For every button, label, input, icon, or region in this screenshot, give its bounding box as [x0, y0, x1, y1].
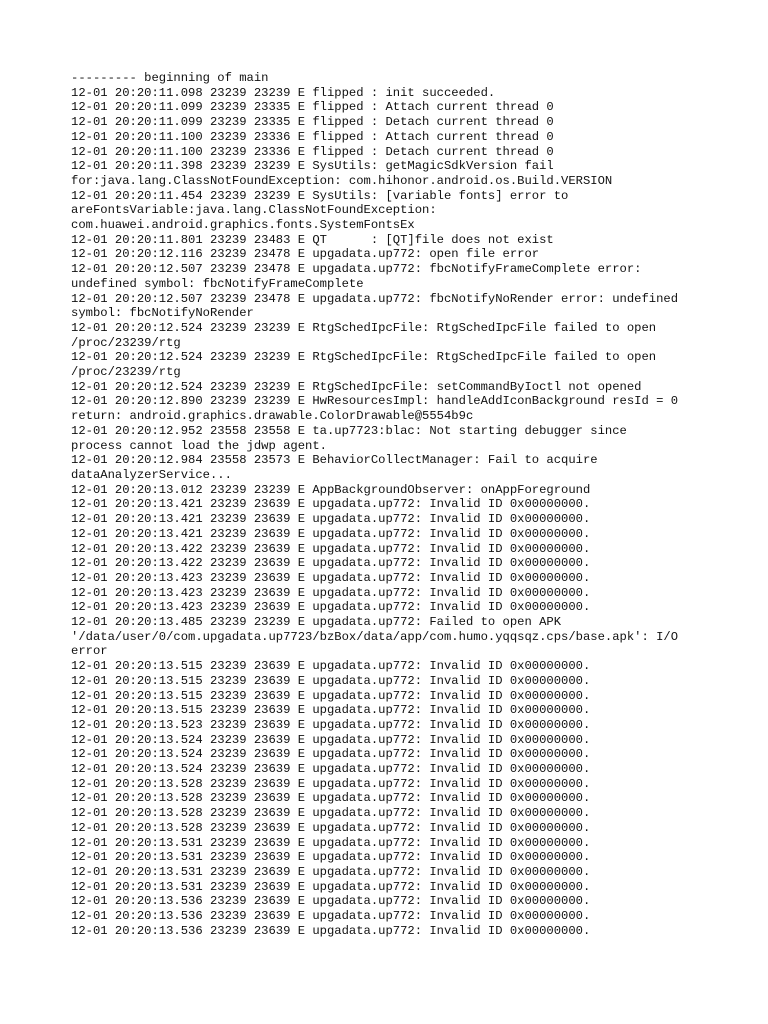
log-line: dataAnalyzerService... — [71, 467, 232, 482]
log-line: 12-01 20:20:12.524 23239 23239 E RtgSchedIpcFile: setCommandByIoctl not opened — [71, 379, 642, 394]
log-line: 12-01 20:20:13.422 23239 23639 E upgadata.up772: Invalid ID 0x00000000. — [71, 541, 591, 556]
log-line: 12-01 20:20:13.524 23239 23639 E upgadata.up772: Invalid ID 0x00000000. — [71, 747, 591, 762]
log-line: '/data/user/0/com.upgadata.up7723/bzBox/data/app/com.humo.yqqsqz.cps/base.apk': I/O — [71, 629, 679, 644]
log-line: 12-01 20:20:13.528 23239 23639 E upgadata.up772: Invalid ID 0x00000000. — [71, 791, 591, 806]
log-line: return: android.graphics.drawable.ColorDrawable@5554b9c — [71, 409, 474, 424]
log-line: 12-01 20:20:12.507 23239 23478 E upgadata.up772: fbcNotifyFrameComplete error: — [71, 262, 642, 277]
log-line: 12-01 20:20:13.528 23239 23639 E upgadata.up772: Invalid ID 0x00000000. — [71, 820, 591, 835]
log-line: 12-01 20:20:13.523 23239 23639 E upgadata.up772: Invalid ID 0x00000000. — [71, 717, 591, 732]
log-line: 12-01 20:20:11.099 23239 23335 E flipped : Detach current thread 0 — [71, 115, 554, 130]
log-line: 12-01 20:20:13.422 23239 23639 E upgadata.up772: Invalid ID 0x00000000. — [71, 556, 591, 571]
log-line: 12-01 20:20:13.531 23239 23639 E upgadata.up772: Invalid ID 0x00000000. — [71, 850, 591, 865]
log-line: 12-01 20:20:13.536 23239 23639 E upgadata.up772: Invalid ID 0x00000000. — [71, 923, 591, 938]
log-line: 12-01 20:20:13.423 23239 23639 E upgadata.up772: Invalid ID 0x00000000. — [71, 570, 591, 585]
log-line: 12-01 20:20:13.012 23239 23239 E AppBackgroundObserver: onAppForeground — [71, 482, 591, 497]
log-header-line: --------- beginning of main — [71, 71, 269, 85]
log-line: 12-01 20:20:13.531 23239 23639 E upgadata.up772: Invalid ID 0x00000000. — [71, 864, 591, 879]
log-line: 12-01 20:20:13.515 23239 23639 E upgadata.up772: Invalid ID 0x00000000. — [71, 659, 591, 674]
log-line: symbol: fbcNotifyNoRender — [71, 306, 254, 321]
log-line: com.huawei.android.graphics.fonts.SystemFontsEx — [71, 218, 415, 233]
log-line: 12-01 20:20:13.485 23239 23239 E upgadata.up772: Failed to open APK — [71, 615, 562, 630]
log-line: 12-01 20:20:12.984 23558 23573 E BehaviorCollectManager: Fail to acquire — [71, 453, 598, 468]
log-line: 12-01 20:20:13.515 23239 23639 E upgadata.up772: Invalid ID 0x00000000. — [71, 703, 591, 718]
log-line: for:java.lang.ClassNotFoundException: com.hihonor.android.os.Build.VERSION — [71, 173, 613, 188]
log-line: error — [71, 644, 108, 659]
log-line: 12-01 20:20:11.100 23239 23336 E flipped : Attach current thread 0 — [71, 129, 554, 144]
log-output — [71, 71, 761, 938]
log-line: 12-01 20:20:13.423 23239 23639 E upgadata.up772: Invalid ID 0x00000000. — [71, 585, 591, 600]
log-line: 12-01 20:20:13.536 23239 23639 E upgadata.up772: Invalid ID 0x00000000. — [71, 894, 591, 909]
log-line: 12-01 20:20:13.421 23239 23639 E upgadata.up772: Invalid ID 0x00000000. — [71, 497, 591, 512]
log-line: 12-01 20:20:11.099 23239 23335 E flipped : Attach current thread 0 — [71, 100, 554, 115]
log-line: 12-01 20:20:12.116 23239 23478 E upgadata.up772: open file error — [71, 247, 540, 262]
log-line: 12-01 20:20:13.515 23239 23639 E upgadata.up772: Invalid ID 0x00000000. — [71, 673, 591, 688]
log-line: 12-01 20:20:11.801 23239 23483 E QT : [QT]file does not exist — [71, 232, 554, 247]
log-line: 12-01 20:20:12.890 23239 23239 E HwResourcesImpl: handleAddIconBackground resId = 0 — [71, 394, 679, 409]
log-line: 12-01 20:20:12.952 23558 23558 E ta.up7723:blac: Not starting debugger since — [71, 423, 627, 438]
log-line: 12-01 20:20:11.100 23239 23336 E flipped : Detach current thread 0 — [71, 144, 554, 159]
log-line: undefined symbol: fbcNotifyFrameComplete — [71, 276, 364, 291]
log-line: process cannot load the jdwp agent. — [71, 438, 327, 453]
log-line: 12-01 20:20:13.515 23239 23639 E upgadata.up772: Invalid ID 0x00000000. — [71, 688, 591, 703]
log-line: 12-01 20:20:11.098 23239 23239 E flipped : init succeeded. — [71, 85, 496, 100]
log-line: 12-01 20:20:12.524 23239 23239 E RtgSchedIpcFile: RtgSchedIpcFile failed to open — [71, 350, 657, 365]
log-line: 12-01 20:20:13.531 23239 23639 E upgadata.up772: Invalid ID 0x00000000. — [71, 835, 591, 850]
log-line: areFontsVariable:java.lang.ClassNotFoundException: — [71, 203, 437, 218]
log-line: /proc/23239/rtg — [71, 365, 181, 380]
log-line: 12-01 20:20:12.507 23239 23478 E upgadata.up772: fbcNotifyNoRender error: undefined — [71, 291, 679, 306]
log-line: 12-01 20:20:13.528 23239 23639 E upgadata.up772: Invalid ID 0x00000000. — [71, 806, 591, 821]
log-line: 12-01 20:20:13.421 23239 23639 E upgadata.up772: Invalid ID 0x00000000. — [71, 526, 591, 541]
log-line: 12-01 20:20:11.454 23239 23239 E SysUtils: [variable fonts] error to — [71, 188, 569, 203]
log-line: 12-01 20:20:13.536 23239 23639 E upgadata.up772: Invalid ID 0x00000000. — [71, 909, 591, 924]
log-line: 12-01 20:20:13.421 23239 23639 E upgadata.up772: Invalid ID 0x00000000. — [71, 512, 591, 527]
log-line: 12-01 20:20:13.524 23239 23639 E upgadata.up772: Invalid ID 0x00000000. — [71, 732, 591, 747]
log-line: 12-01 20:20:13.524 23239 23639 E upgadata.up772: Invalid ID 0x00000000. — [71, 762, 591, 777]
log-line: 12-01 20:20:13.528 23239 23639 E upgadata.up772: Invalid ID 0x00000000. — [71, 776, 591, 791]
log-line: 12-01 20:20:13.423 23239 23639 E upgadata.up772: Invalid ID 0x00000000. — [71, 600, 591, 615]
log-line: /proc/23239/rtg — [71, 335, 181, 350]
log-line: 12-01 20:20:12.524 23239 23239 E RtgSchedIpcFile: RtgSchedIpcFile failed to open — [71, 320, 657, 335]
log-line: 12-01 20:20:13.531 23239 23639 E upgadata.up772: Invalid ID 0x00000000. — [71, 879, 591, 894]
log-line: 12-01 20:20:11.398 23239 23239 E SysUtils: getMagicSdkVersion fail — [71, 159, 554, 174]
